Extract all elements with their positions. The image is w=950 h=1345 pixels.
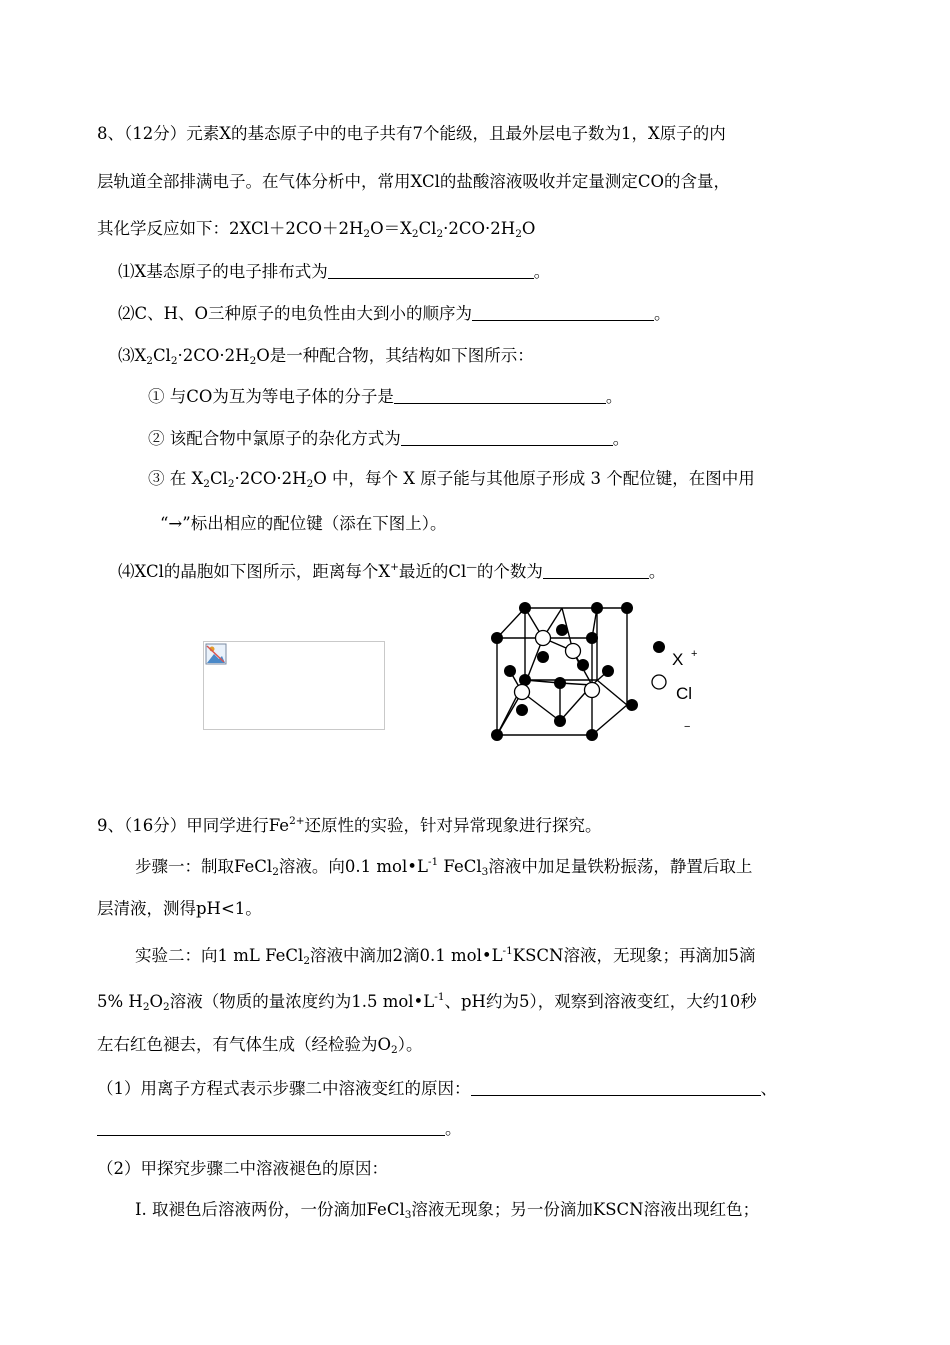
legend-x-label: X (672, 650, 684, 669)
xcl-unit-cell-diagram (480, 595, 710, 750)
q8-line-1: 8、（12分）元素X的基态原子中的电子共有7个能级，且最外层电子数为1，X原子的内 (97, 124, 726, 143)
q8-sub-1: ① 与CO为互为等电子体的分子是 。 (148, 387, 623, 406)
broken-image-icon (205, 643, 227, 665)
answer-blank[interactable] (472, 305, 654, 321)
legend-x-sign: + (691, 648, 698, 660)
q8-part-2: ⑵C、H、O三种原子的电负性由大到小的顺序为 。 (118, 304, 671, 323)
answer-blank[interactable] (97, 1120, 445, 1136)
q9-step-1: 步骤一：制取FeCl$_2$溶液。向0.1 $mol•L^{-1}$ FeCl$_3$溶液中加足量铁粉振荡，静置后取上 (135, 856, 753, 878)
q8-line-2: 层轨道全部排满电子。在气体分析中，常用XCl的盐酸溶液吸收并定量测定CO的含量， (97, 172, 731, 191)
legend-x-marker (653, 641, 665, 653)
q9-exp-2-cont-1: 5% $H_2O_2$溶液（物质的量浓度约为1.5 $mol•L^{-1}$、pH约为5），观察到溶液变红，大约10秒 (97, 991, 757, 1013)
answer-blank[interactable] (394, 388, 606, 404)
q8-part-3: $⑶X_2Cl_2\cdot 2CO\cdot 2H_2O$是一种配合物，其结构如下图所示： (118, 346, 534, 367)
q9-part-2-i: I. 取褪色后溶液两份，一份滴加FeCl$_3$溶液无现象；另一份滴加KSCN溶液出现红色； (135, 1200, 760, 1221)
q9-exp-2-cont-2: 左右红色褪去，有气体生成（经检验为$O_2$）。 (97, 1035, 423, 1056)
q9-part-2: （2）甲探究步骤二中溶液褪色的原因： (97, 1159, 388, 1178)
q8-part-1: ⑴X基态原子的电子排布式为 。 (118, 262, 551, 281)
legend-cl-label: Cl (676, 684, 693, 703)
q8-sub-3-cont: “→”标出相应的配位键（添在下图上）。 (160, 514, 447, 533)
q9-step-1-cont: 层清液，测得pH<1。 (97, 899, 262, 918)
q8-part-4: ⑷XCl的晶胞如下图所示，距离每个X+最近的Cl—的个数为 。 (118, 561, 666, 581)
q9-part-1-cont: 。 (97, 1119, 462, 1139)
q9-exp-2: 实验二：向1 mL FeCl$_2$溶液中滴加2滴0.1 $mol•L^{-1}KSCN$溶液，无现象；再滴加5滴 (135, 945, 756, 967)
legend-cl-marker (652, 675, 666, 689)
q8-reaction-line: 其化学反应如下：$2XCl+2CO+2H_2O=X_2Cl_2\cdot 2CO\cdot 2H_2O$ (97, 219, 536, 240)
answer-blank[interactable] (401, 430, 613, 446)
answer-blank[interactable] (471, 1080, 761, 1096)
answer-blank[interactable] (328, 263, 534, 279)
q8-sub-2: ② 该配合物中氯原子的杂化方式为 。 (148, 429, 630, 448)
complex-structure-image[interactable] (203, 641, 385, 730)
q9-part-1: （1）用离子方程式表示步骤二中溶液变红的原因： 、 (97, 1079, 777, 1098)
q9-title: 9、（16分）甲同学进行$Fe^{2+}$还原性的实验，针对异常现象进行探究。 (97, 815, 602, 835)
q8-sub-3: ③ 在 $X_2Cl_2\cdot 2CO\cdot 2H_2O$ 中，每个 X 原子能与其他原子形成 3 个配位键，在图中用 (148, 469, 755, 490)
legend-cl-sign: − (684, 721, 691, 733)
legend (652, 641, 697, 733)
x-ion-atoms (491, 602, 638, 741)
answer-blank[interactable] (543, 563, 649, 579)
